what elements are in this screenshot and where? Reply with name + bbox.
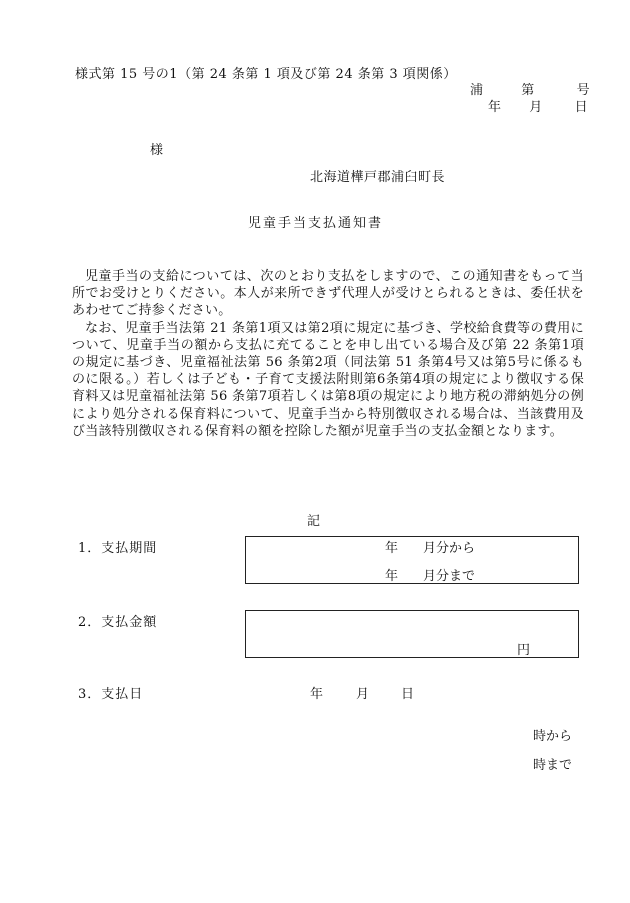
document-title: 児童手当支払通知書 [248, 216, 384, 231]
period-year-2: 年 [385, 569, 399, 584]
notice-body [72, 268, 584, 440]
payment-date-label: 3．支払日 [78, 687, 144, 702]
period-from: 月分から [423, 541, 476, 556]
amount-unit: 円 [517, 643, 531, 658]
payment-amount-label: 2．支払金額 [78, 615, 158, 630]
pay-month: 月 [356, 687, 370, 702]
period-year-1: 年 [385, 541, 399, 556]
payment-period-box [245, 536, 579, 584]
issuer-name: 北海道樺戸郡浦臼町長 [310, 170, 446, 185]
notice-paragraph-1: 児童手当の支給については、次のとおり支払をしますので、この通知書をもって当所でお受けとりください。本人が来所できず代理人が受けとられるときは、委任状をあわせてご持参ください。 [72, 269, 584, 319]
payment-period-label: 1．支払期間 [78, 541, 158, 556]
issue-year: 年 [488, 100, 502, 115]
addressee: 様 [150, 143, 164, 158]
ref-prefix: 浦 [470, 83, 484, 98]
pay-year: 年 [310, 687, 324, 702]
time-to: 時まで [533, 758, 573, 773]
form-number: 様式第 15 号の1（第 24 条第 1 項及び第 24 条第 3 項関係） [75, 67, 457, 82]
notice-paragraph-2: なお、児童手当法第 21 条第1項又は第2項に規定に基づき、学校給食費等の費用について、児童手当の額から支払に充てることを申し出ている場合及び第 22 条第1項の規定に基づき、児童福祉法第 56 条第2項（同法第 51 条第4号又は第5号に係るものに限る。）若しくは子ども・子育て支援法附則第6条第4項の規定により徴収する保育料又は児童福祉法第 56 条第7項若しくは第8項の規定により地方税の滞納処分の例により処分される保育料について、児童手当から特別徴収される場合は、当該費用及び当該特別徴収される保育料の額を控除した額が児童手当の支払金額となります。 [72, 320, 584, 439]
ref-suffix: 号 [576, 83, 590, 98]
issue-date [488, 96, 588, 115]
time-from: 時から [533, 729, 573, 744]
issue-day: 日 [574, 100, 588, 115]
period-to: 月分まで [423, 569, 476, 584]
pay-day: 日 [401, 687, 415, 702]
ki-heading: 記 [307, 514, 321, 529]
issue-month: 月 [529, 100, 543, 115]
ref-middle: 第 [521, 83, 535, 98]
